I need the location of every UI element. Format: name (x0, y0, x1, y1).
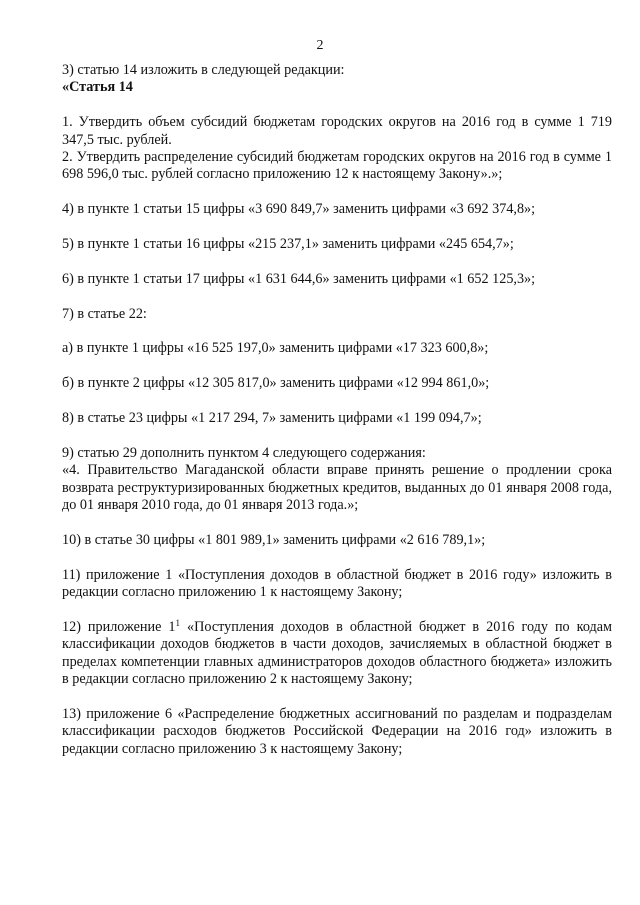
document-body (62, 62, 612, 758)
item-13: 13) приложение 6 «Распределение бюджетных ассигнований по разделам и подразделам классификации расходов бюджетов Российской Федерации на 2016 год» изложить в редакции согласно приложению 3 к настоящему Закону; (62, 705, 612, 757)
item-7b: б) в пункте 2 цифры «12 305 817,0» заменить цифрами «12 994 861,0»; (62, 375, 490, 392)
item-12-superscript: 1 (175, 617, 181, 628)
item-4: 4) в пункте 1 статьи 15 цифры «3 690 849,7» заменить цифрами «3 692 374,8»; (62, 201, 536, 218)
page-number: 2 (316, 38, 324, 53)
item-10: 10) в статье 30 цифры «1 801 989,1» заменить цифрами «2 616 789,1»; (62, 531, 486, 548)
item-9-intro: 9) статью 29 дополнить пунктом 4 следующего содержания: (62, 444, 426, 461)
item-12 (62, 619, 612, 689)
article-14-paragraph-2: 2. Утвердить распределение субсидий бюджетам городских округов на 2016 год в сумме 1 698 596,0 тыс. рублей согласно приложению 12 к настоящему Закону».»; (62, 149, 612, 183)
item-7a: а) в пункте 1 цифры «16 525 197,0» заменить цифрами «17 323 600,8»; (62, 340, 489, 357)
article-14-heading: «Статья 14 (62, 79, 133, 96)
item-8: 8) в статье 23 цифры «1 217 294, 7» заменить цифрами «1 199 094,7»; (62, 410, 482, 426)
item-12-rest: «Поступления доходов в областной бюджет в 2016 году по кодам классификации доходов бюджетов в части доходов, зачисляемых в областной бюджет в пределах компетенции главных администраторов доходов областного бюджета» изложить в редакции согласно приложению 2 к настоящему Закону; (62, 618, 613, 688)
item-11: 11) приложение 1 «Поступления доходов в областной бюджет в 2016 году» изложить в редакции согласно приложению 1 к настоящему Закону; (62, 566, 612, 601)
item-12-lead: 12) приложение 1 (62, 618, 176, 635)
item-7-intro: 7) в статье 22: (62, 305, 147, 322)
item-5: 5) в пункте 1 статьи 16 цифры «215 237,1» заменить цифрами «245 654,7»; (62, 236, 514, 253)
item-3-intro: 3) статью 14 изложить в следующей редакции: (62, 62, 345, 78)
article-14-paragraph-1: 1. Утвердить объем субсидий бюджетам городских округов на 2016 год в сумме 1 719 347,5 тыс. рублей. (62, 114, 612, 148)
item-6: 6) в пункте 1 статьи 17 цифры «1 631 644,6» заменить цифрами «1 652 125,3»; (62, 270, 536, 287)
item-9-text: «4. Правительство Магаданской области вправе принять решение о продлении срока возврата реструктуризированных бюджетных кредитов, выданных до 01 января 2008 года, до 01 января 2010 года, до 01 января 2013 года.»; (62, 462, 612, 514)
